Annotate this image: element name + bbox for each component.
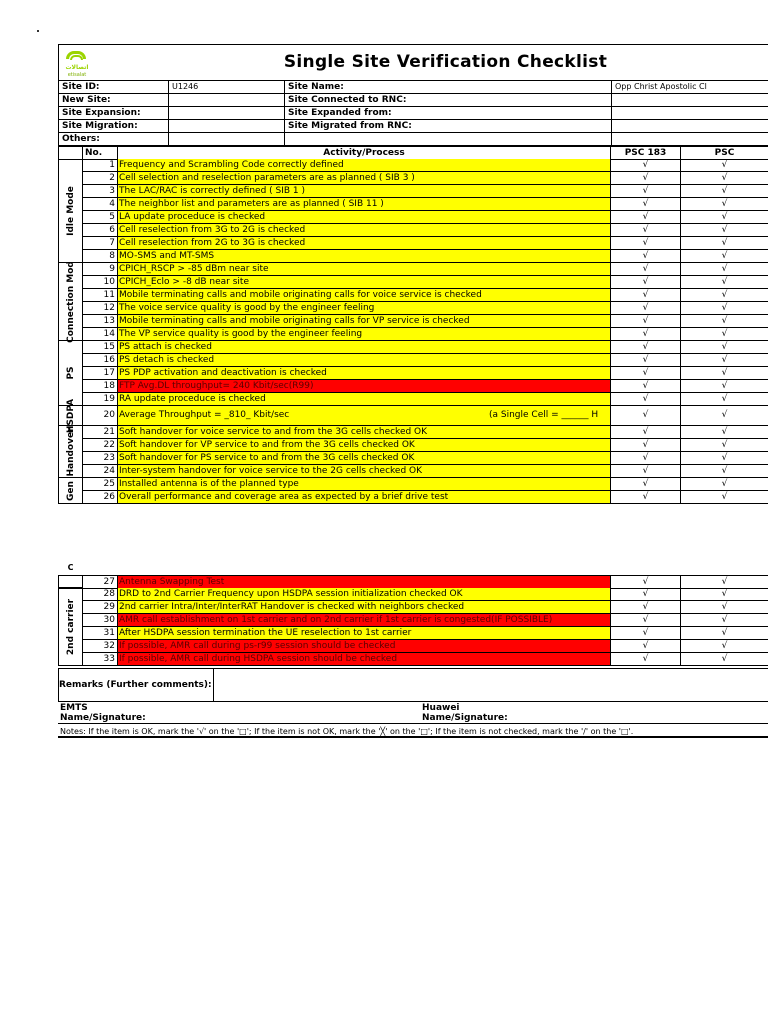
item-activity-text: PS PDP activation and deactivation is checked xyxy=(119,368,327,378)
site-info-value[interactable] xyxy=(168,94,284,106)
item-number: 30 xyxy=(82,614,117,627)
group-label: Handover xyxy=(65,426,76,477)
checklist-row xyxy=(58,276,768,289)
psc-check[interactable]: √ xyxy=(680,478,768,491)
item-activity-text: LA update proceduce is checked xyxy=(119,212,266,222)
group-cell xyxy=(58,575,83,588)
psc-183-check[interactable]: √ xyxy=(610,211,680,224)
psc-check[interactable]: √ xyxy=(680,640,768,653)
psc-183-check[interactable]: √ xyxy=(610,172,680,185)
item-number: 21 xyxy=(82,426,117,439)
item-activity-text: Frequency and Scrambling Code correctly defined xyxy=(119,160,344,170)
item-activity-text: Mobile terminating calls and mobile originating calls for VP service is checked xyxy=(119,316,470,326)
item-activity-text: Inter-system handover for voice service to the 2G cells checked OK xyxy=(119,466,423,476)
checklist-row xyxy=(58,614,768,627)
psc-183-check[interactable]: √ xyxy=(610,315,680,328)
column-header-no: No. xyxy=(82,147,117,160)
psc-check[interactable]: √ xyxy=(680,224,768,237)
psc-check[interactable]: √ xyxy=(680,588,768,601)
item-number: 33 xyxy=(82,653,117,666)
item-activity xyxy=(117,198,610,211)
item-activity xyxy=(117,276,610,289)
item-activity xyxy=(117,302,610,315)
group-label: Connection Mod xyxy=(65,260,76,343)
item-activity xyxy=(117,328,610,341)
site-info-value[interactable] xyxy=(611,120,768,132)
item-number: 1 xyxy=(82,159,117,172)
group-label: 2nd carrier xyxy=(65,598,76,656)
checklist-row xyxy=(58,439,768,452)
item-number: 24 xyxy=(82,465,117,478)
item-number: 28 xyxy=(82,588,117,601)
group-cell xyxy=(58,478,83,504)
item-number: 9 xyxy=(82,263,117,276)
item-number: 2 xyxy=(82,172,117,185)
item-number: 23 xyxy=(82,452,117,465)
checklist-row xyxy=(58,263,768,276)
item-activity xyxy=(117,426,610,439)
group-cell xyxy=(58,426,83,478)
psc-check[interactable]: √ xyxy=(680,491,768,504)
stray-dot xyxy=(37,30,39,32)
column-header-psc-183: PSC 183 xyxy=(610,147,680,160)
psc-check[interactable]: √ xyxy=(680,315,768,328)
item-number: 17 xyxy=(82,367,117,380)
psc-183-check[interactable]: √ xyxy=(610,328,680,341)
psc-183-check[interactable]: √ xyxy=(610,576,680,589)
site-info-value[interactable] xyxy=(168,133,284,145)
psc-183-check[interactable]: √ xyxy=(610,439,680,452)
checklist-row xyxy=(58,367,768,380)
item-activity-extra: (a Single Cell = ______ H xyxy=(489,410,599,420)
site-info-label: Site Expanded from: xyxy=(284,107,611,119)
emts-label: EMTS xyxy=(60,703,88,713)
item-activity-text: Cell selection and reselection parameters are as planned ( SIB 3 ) xyxy=(119,173,415,183)
checklist-row xyxy=(58,575,768,589)
psc-183-check[interactable]: √ xyxy=(610,185,680,198)
group-cell xyxy=(58,159,83,263)
item-activity: If possible, AMR call during ps-r99 session should be checked xyxy=(117,640,610,653)
checklist-row xyxy=(58,250,768,263)
site-info-value[interactable] xyxy=(168,120,284,132)
item-number: 22 xyxy=(82,439,117,452)
psc-183-check[interactable]: √ xyxy=(610,614,680,627)
psc-183-check[interactable]: √ xyxy=(610,276,680,289)
column-header-psc: PSC xyxy=(680,147,768,160)
psc-check[interactable]: √ xyxy=(680,439,768,452)
item-activity-text: The neighbor list and parameters are as planned ( SIB 11 ) xyxy=(119,199,384,209)
site-info-label: New Site: xyxy=(58,94,168,106)
item-number: 3 xyxy=(82,185,117,198)
checklist-row xyxy=(58,627,768,640)
huawei-label: Huawei xyxy=(422,703,460,713)
psc-check[interactable]: √ xyxy=(680,263,768,276)
checklist-row xyxy=(58,302,768,315)
site-info-value[interactable] xyxy=(168,107,284,119)
item-activity xyxy=(117,159,610,172)
item-activity-text: Installed antenna is of the planned type xyxy=(119,479,299,489)
checklist-row xyxy=(58,465,768,478)
item-number: 19 xyxy=(82,393,117,406)
psc-183-check[interactable]: √ xyxy=(610,302,680,315)
group-label: Idle Mode xyxy=(65,185,76,236)
item-activity-text: Soft handover for PS service to and from the 3G cells checked OK xyxy=(119,453,415,463)
psc-check[interactable]: √ xyxy=(680,237,768,250)
psc-check[interactable]: √ xyxy=(680,614,768,627)
psc-183-check[interactable]: √ xyxy=(610,588,680,601)
item-number: 11 xyxy=(82,289,117,302)
item-activity-text: Overall performance and coverage area as expected by a brief drive test xyxy=(119,492,449,502)
checklist-row xyxy=(58,159,768,172)
site-info-value[interactable] xyxy=(611,94,768,106)
site-info-value[interactable] xyxy=(611,107,768,119)
item-activity xyxy=(117,250,610,263)
checklist-row xyxy=(58,491,768,504)
checklist-row xyxy=(58,172,768,185)
checklist-row xyxy=(58,380,768,393)
checklist-row xyxy=(58,640,768,653)
item-activity: 2nd carrier Intra/Inter/InterRAT Handover is checked with neighbors checked xyxy=(117,601,610,614)
group-label: HSDPA xyxy=(65,398,76,433)
psc-183-check[interactable]: √ xyxy=(610,380,680,393)
item-activity-text: The VP service quality is good by the engineer feeling xyxy=(119,329,363,339)
item-activity-text: Average Throughput = _810_ Kbit/sec xyxy=(119,410,290,420)
site-info-label: Site ID: xyxy=(58,81,168,93)
psc-check[interactable]: √ xyxy=(680,172,768,185)
checklist-row xyxy=(58,211,768,224)
site-info-label: Site Migrated from RNC: xyxy=(284,120,611,132)
checklist-row xyxy=(58,185,768,198)
item-activity xyxy=(117,393,610,406)
emts-signature-label: Name/Signature: xyxy=(60,713,146,723)
item-activity-text: PS attach is checked xyxy=(119,342,212,352)
group-label: PS xyxy=(65,366,76,380)
item-activity-text: Mobile terminating calls and mobile originating calls for voice service is checked xyxy=(119,290,482,300)
item-number: 5 xyxy=(82,211,117,224)
psc-check[interactable]: √ xyxy=(680,289,768,302)
psc-183-check[interactable]: √ xyxy=(610,640,680,653)
site-info-row xyxy=(58,107,768,120)
remarks-label: Remarks (Further comments): xyxy=(59,669,214,702)
checklist-row xyxy=(58,341,768,354)
item-activity-text: Cell reselection from 3G to 2G is checked xyxy=(119,225,306,235)
item-activity-text: The voice service quality is good by the engineer feeling xyxy=(119,303,375,313)
site-info-row xyxy=(58,81,768,94)
item-number: 27 xyxy=(82,576,117,589)
psc-183-check[interactable]: √ xyxy=(610,601,680,614)
psc-check[interactable]: √ xyxy=(680,185,768,198)
checklist-row xyxy=(58,393,768,406)
site-info-label: Site Migration: xyxy=(58,120,168,132)
item-number: 26 xyxy=(82,491,117,504)
psc-check[interactable]: √ xyxy=(680,211,768,224)
checklist-row xyxy=(58,478,768,491)
item-number: 29 xyxy=(82,601,117,614)
item-activity: After HSDPA session termination the UE reselection to 1st carrier xyxy=(117,627,610,640)
item-activity xyxy=(117,237,610,250)
psc-183-check[interactable]: √ xyxy=(610,491,680,504)
checklist-row xyxy=(58,289,768,302)
psc-183-check[interactable]: √ xyxy=(610,452,680,465)
item-activity xyxy=(117,315,610,328)
psc-183-check[interactable]: √ xyxy=(610,159,680,172)
item-number: 8 xyxy=(82,250,117,263)
item-number: 6 xyxy=(82,224,117,237)
checklist-row xyxy=(58,588,768,601)
item-number: 13 xyxy=(82,315,117,328)
item-activity xyxy=(117,465,610,478)
logo-arabic-text: اتصالات xyxy=(65,64,89,71)
site-info-label: Site Name: xyxy=(284,81,611,93)
psc-check[interactable]: √ xyxy=(680,426,768,439)
group-label: Gen xyxy=(65,480,76,501)
checklist-row xyxy=(58,354,768,367)
group-fragment-label: C xyxy=(67,563,74,572)
site-info-row xyxy=(58,120,768,133)
item-activity xyxy=(117,406,610,426)
item-activity xyxy=(117,211,610,224)
group-cell xyxy=(58,260,83,343)
item-number: 7 xyxy=(82,237,117,250)
site-info-label: Site Expansion: xyxy=(58,107,168,119)
checklist-row xyxy=(58,328,768,341)
psc-check[interactable]: √ xyxy=(680,328,768,341)
psc-check[interactable]: √ xyxy=(680,653,768,666)
item-number: 25 xyxy=(82,478,117,491)
item-number: 20 xyxy=(82,406,117,426)
item-activity xyxy=(117,491,610,504)
column-header-activity: Activity/Process xyxy=(117,147,610,160)
psc-183-check[interactable]: √ xyxy=(610,237,680,250)
psc-check[interactable]: √ xyxy=(680,627,768,640)
item-activity xyxy=(117,439,610,452)
checklist-row xyxy=(58,237,768,250)
item-activity: If possible, AMR call during HSDPA session should be checked xyxy=(117,653,610,666)
site-info-row xyxy=(58,133,768,146)
psc-183-check[interactable]: √ xyxy=(610,263,680,276)
item-number: 32 xyxy=(82,640,117,653)
item-number: 4 xyxy=(82,198,117,211)
psc-check[interactable]: √ xyxy=(680,406,768,426)
psc-183-check[interactable]: √ xyxy=(610,465,680,478)
item-activity-text: FTP Avg.DL throughput= 240 Kbit/sec(R99) xyxy=(119,381,314,391)
item-activity xyxy=(117,452,610,465)
psc-183-check[interactable]: √ xyxy=(610,653,680,666)
item-activity-text: Soft handover for voice service to and from the 3G cells checked OK xyxy=(119,427,428,437)
item-number: 12 xyxy=(82,302,117,315)
checklist-row xyxy=(58,452,768,465)
item-activity: Antenna Swapping Test xyxy=(117,576,610,589)
psc-check[interactable]: √ xyxy=(680,354,768,367)
psc-check[interactable]: √ xyxy=(680,250,768,263)
checklist-row xyxy=(58,653,768,666)
item-activity-text: The LAC/RAC is correctly defined ( SIB 1 ) xyxy=(119,186,306,196)
item-activity xyxy=(117,380,610,393)
psc-check[interactable]: √ xyxy=(680,380,768,393)
checklist-row xyxy=(58,406,768,426)
item-activity: DRD to 2nd Carrier Frequency upon HSDPA session initialization checked OK xyxy=(117,588,610,601)
item-activity xyxy=(117,354,610,367)
remarks-box xyxy=(58,668,768,702)
checklist-row xyxy=(58,315,768,328)
psc-183-check[interactable]: √ xyxy=(610,250,680,263)
remarks-field[interactable] xyxy=(214,669,768,702)
psc-check[interactable]: √ xyxy=(680,576,768,589)
group-cell xyxy=(58,588,83,666)
header xyxy=(58,44,768,81)
psc-check[interactable]: √ xyxy=(680,341,768,354)
site-info-value[interactable] xyxy=(611,133,768,145)
psc-check[interactable]: √ xyxy=(680,302,768,315)
item-activity-text: MO-SMS and MT-SMS xyxy=(119,251,215,261)
psc-check[interactable]: √ xyxy=(680,198,768,211)
item-activity: AMR call establishment on 1st carrier and on 2nd carrier if 1st carrier is congested(IF POSSIBLE) xyxy=(117,614,610,627)
item-number: 14 xyxy=(82,328,117,341)
site-info-label: Site Connected to RNC: xyxy=(284,94,611,106)
item-activity-text: CPICH_RSCP > -85 dBm near site xyxy=(119,264,269,274)
psc-check[interactable]: √ xyxy=(680,367,768,380)
item-activity-text: PS detach is checked xyxy=(119,355,215,365)
psc-183-check[interactable]: √ xyxy=(610,367,680,380)
psc-check[interactable]: √ xyxy=(680,465,768,478)
checklist-row xyxy=(58,224,768,237)
item-activity xyxy=(117,224,610,237)
logo-english-text: etisalat xyxy=(67,72,87,78)
item-activity xyxy=(117,185,610,198)
psc-183-check[interactable]: √ xyxy=(610,406,680,426)
psc-183-check[interactable]: √ xyxy=(610,224,680,237)
signature-block xyxy=(58,702,768,724)
psc-check[interactable]: √ xyxy=(680,452,768,465)
site-info-value[interactable]: Opp Christ Apostolic Cl xyxy=(611,81,768,93)
site-info-label: Others: xyxy=(58,133,168,145)
psc-183-check[interactable]: √ xyxy=(610,354,680,367)
checklist-row xyxy=(58,198,768,211)
checklist-row xyxy=(58,426,768,439)
psc-183-check[interactable]: √ xyxy=(610,393,680,406)
huawei-signature-label: Name/Signature: xyxy=(422,713,508,723)
notes-line: Notes: If the item is OK, mark the '√' on the '□'; If the item is not OK, mark the '╳' on the '□'; If the item is not checked, mark the '/' on the '□'. xyxy=(58,725,768,738)
psc-183-check[interactable]: √ xyxy=(610,341,680,354)
psc-183-check[interactable]: √ xyxy=(610,426,680,439)
site-info-row xyxy=(58,94,768,107)
item-activity xyxy=(117,172,610,185)
item-activity-text: Cell reselection from 2G to 3G is checked xyxy=(119,238,306,248)
item-activity-text: CPICH_Eclo > -8 dB near site xyxy=(119,277,249,287)
psc-check[interactable]: √ xyxy=(680,601,768,614)
item-number: 31 xyxy=(82,627,117,640)
item-number: 18 xyxy=(82,380,117,393)
site-info-label xyxy=(284,133,611,145)
item-activity-text: Soft handover for VP service to and from the 3G cells checked OK xyxy=(119,440,415,450)
item-number: 15 xyxy=(82,341,117,354)
psc-183-check[interactable]: √ xyxy=(610,289,680,302)
item-activity xyxy=(117,289,610,302)
psc-183-check[interactable]: √ xyxy=(610,627,680,640)
psc-check[interactable]: √ xyxy=(680,276,768,289)
item-activity xyxy=(117,478,610,491)
psc-check[interactable]: √ xyxy=(680,159,768,172)
item-activity xyxy=(117,263,610,276)
psc-check[interactable]: √ xyxy=(680,393,768,406)
item-number: 10 xyxy=(82,276,117,289)
group-cell xyxy=(58,341,83,406)
page-title: Single Site Verification Checklist xyxy=(283,52,608,72)
item-number: 16 xyxy=(82,354,117,367)
item-activity xyxy=(117,341,610,354)
checklist-row xyxy=(58,601,768,614)
site-info-value[interactable]: U1246 xyxy=(168,81,284,93)
item-activity-text: RA update proceduce is checked xyxy=(119,394,266,404)
group-cell xyxy=(58,398,83,433)
item-activity xyxy=(117,367,610,380)
psc-183-check[interactable]: √ xyxy=(610,198,680,211)
table-header-row xyxy=(58,146,768,160)
psc-183-check[interactable]: √ xyxy=(610,478,680,491)
